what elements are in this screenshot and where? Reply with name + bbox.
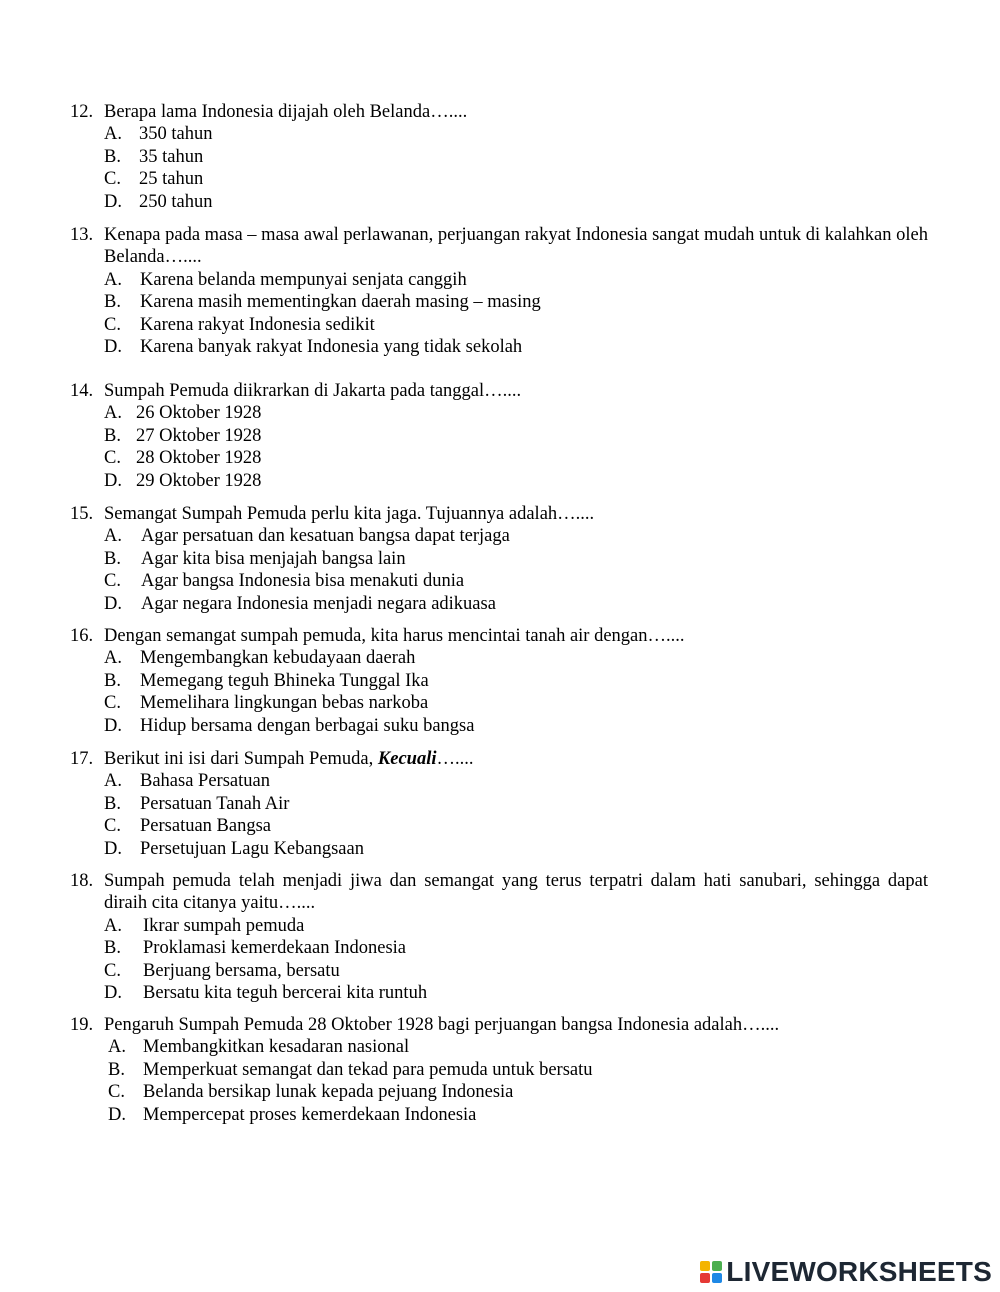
question-12 — [70, 101, 928, 213]
question-14 — [70, 380, 928, 492]
option-d[interactable] — [104, 715, 928, 737]
option-a[interactable] — [108, 1036, 928, 1058]
question-19 — [70, 1014, 928, 1126]
question-text: Pengaruh Sumpah Pemuda 28 Oktober 1928 bagi perjuangan bangsa Indonesia adalah….... — [104, 1015, 780, 1035]
question-18 — [70, 870, 928, 1004]
option-letter: D. — [104, 470, 122, 491]
option-text: Ikrar sumpah pemuda — [143, 915, 305, 936]
keyword-kecuali: Kecuali — [377, 749, 437, 769]
option-text: Karena banyak rakyat Indonesia yang tidak sekolah — [140, 337, 523, 358]
option-text: Persatuan Tanah Air — [140, 793, 290, 814]
option-letter: B. — [108, 1059, 125, 1080]
option-text: Persatuan Bangsa — [140, 816, 272, 837]
option-b[interactable] — [104, 146, 928, 168]
option-text: Proklamasi kemerdekaan Indonesia — [143, 938, 407, 959]
option-letter: D. — [108, 1104, 126, 1125]
option-letter: A. — [108, 1037, 126, 1058]
option-c[interactable] — [104, 314, 928, 336]
question-16 — [70, 625, 928, 737]
liveworksheets-logo-icon — [700, 1261, 722, 1283]
option-b[interactable] — [108, 1059, 928, 1081]
option-letter: B. — [104, 793, 121, 814]
option-d[interactable] — [104, 191, 928, 213]
logo-square-icon — [700, 1261, 710, 1271]
option-c[interactable] — [104, 570, 928, 592]
option-b[interactable] — [104, 425, 928, 447]
option-text: 29 Oktober 1928 — [136, 470, 262, 491]
option-c[interactable] — [104, 168, 928, 190]
option-text: 25 tahun — [139, 169, 204, 190]
question-number: 17. — [70, 749, 94, 769]
option-letter: A. — [104, 915, 122, 936]
option-text: Memelihara lingkungan bebas narkoba — [140, 693, 429, 714]
option-b[interactable] — [104, 937, 928, 959]
option-text: Karena belanda mempunyai senjata canggih — [140, 269, 467, 290]
option-d[interactable] — [108, 1104, 928, 1126]
liveworksheets-logo — [700, 1256, 992, 1288]
option-b[interactable] — [104, 793, 928, 815]
question-number: 12. — [70, 102, 94, 122]
option-letter: D. — [104, 191, 122, 212]
option-letter: C. — [104, 169, 121, 190]
option-letter: D. — [104, 983, 122, 1004]
option-d[interactable] — [104, 336, 928, 358]
option-text: Mempercepat proses kemerdekaan Indonesia — [143, 1104, 477, 1125]
option-text: Hidup bersama dengan berbagai suku bangsa — [140, 715, 475, 736]
option-text: Memegang teguh Bhineka Tunggal Ika — [140, 670, 429, 691]
option-letter: B. — [104, 938, 121, 959]
option-letter: C. — [104, 571, 121, 592]
option-text: Karena masih mementingkan daerah masing – masing — [140, 292, 541, 313]
option-c[interactable] — [104, 692, 928, 714]
option-text: Agar kita bisa menjajah bangsa lain — [141, 548, 406, 569]
option-letter: A. — [104, 124, 122, 145]
option-a[interactable] — [104, 770, 928, 792]
option-d[interactable] — [104, 470, 928, 492]
option-letter: B. — [104, 670, 121, 691]
option-letter: B. — [104, 292, 121, 313]
option-d[interactable] — [104, 593, 928, 615]
option-letter: B. — [104, 425, 121, 446]
option-letter: A. — [104, 648, 122, 669]
option-a[interactable] — [104, 647, 928, 669]
question-17 — [70, 748, 928, 860]
option-text: 26 Oktober 1928 — [136, 403, 262, 424]
option-letter: C. — [108, 1082, 125, 1103]
option-c[interactable] — [104, 815, 928, 837]
question-13 — [70, 224, 928, 358]
option-text: 250 tahun — [139, 191, 213, 212]
question-text — [104, 748, 928, 770]
option-letter: D. — [104, 715, 122, 736]
question-text: Semangat Sumpah Pemuda perlu kita jaga. Tujuannya adalah….... — [104, 504, 595, 524]
question-text: Kenapa pada masa – masa awal perlawanan, perjuangan rakyat Indonesia sangat mudah untuk di kalahkan oleh Belanda….... — [104, 225, 928, 268]
question-text: Sumpah Pemuda diikrarkan di Jakarta pada tanggal….... — [104, 381, 522, 401]
option-b[interactable] — [104, 548, 928, 570]
option-letter: A. — [104, 771, 122, 792]
logo-square-icon — [700, 1273, 710, 1283]
option-letter: C. — [104, 693, 121, 714]
option-letter: C. — [104, 960, 121, 981]
option-letter: B. — [104, 146, 121, 167]
option-letter: C. — [104, 314, 121, 335]
option-text: Berjuang bersama, bersatu — [143, 960, 340, 981]
option-b[interactable] — [104, 670, 928, 692]
option-c[interactable] — [104, 960, 928, 982]
question-number: 15. — [70, 504, 94, 524]
option-text: Bahasa Persatuan — [140, 771, 270, 792]
option-letter: A. — [104, 526, 122, 547]
option-text: 27 Oktober 1928 — [136, 425, 262, 446]
option-text: 350 tahun — [139, 124, 213, 145]
logo-square-icon — [712, 1273, 722, 1283]
question-number: 19. — [70, 1015, 94, 1035]
option-text: Membangkitkan kesadaran nasional — [143, 1037, 410, 1058]
option-c[interactable] — [108, 1081, 928, 1103]
option-a[interactable] — [104, 123, 928, 145]
question-15 — [70, 503, 928, 615]
option-letter: B. — [104, 548, 121, 569]
option-text: Mengembangkan kebudayaan daerah — [140, 648, 416, 669]
logo-square-icon — [712, 1261, 722, 1271]
question-text-after: ….... — [436, 749, 474, 769]
option-text: Karena rakyat Indonesia sedikit — [140, 314, 375, 335]
option-letter: A. — [104, 269, 122, 290]
question-text: Sumpah pemuda telah menjadi jiwa dan semangat yang terus terpatri dalam hati sanubari, sehingga dapat diraih cita citanya yaitu….... — [104, 871, 928, 914]
option-letter: A. — [104, 403, 122, 424]
option-letter: C. — [104, 816, 121, 837]
option-a[interactable] — [104, 915, 928, 937]
option-text: 35 tahun — [139, 146, 204, 167]
option-text: 28 Oktober 1928 — [136, 448, 262, 469]
option-a[interactable] — [104, 525, 928, 547]
option-d[interactable] — [104, 982, 928, 1004]
logo-text: LIVEWORKSHEETS — [726, 1255, 992, 1287]
option-letter: C. — [104, 448, 121, 469]
question-text: Berapa lama Indonesia dijajah oleh Belanda….... — [104, 102, 468, 122]
question-number: 13. — [70, 225, 94, 245]
option-text: Agar persatuan dan kesatuan bangsa dapat terjaga — [141, 526, 510, 547]
question-text-before: Berikut ini isi dari Sumpah Pemuda, — [104, 749, 378, 769]
question-number: 16. — [70, 626, 94, 646]
option-a[interactable] — [104, 269, 928, 291]
option-c[interactable] — [104, 447, 928, 469]
option-a[interactable] — [104, 402, 928, 424]
option-b[interactable] — [104, 291, 928, 313]
option-d[interactable] — [104, 838, 928, 860]
option-text: Persetujuan Lagu Kebangsaan — [140, 838, 364, 859]
option-text: Belanda bersikap lunak kepada pejuang Indonesia — [143, 1082, 514, 1103]
option-text: Agar negara Indonesia menjadi negara adikuasa — [141, 593, 496, 614]
option-letter: D. — [104, 838, 122, 859]
option-letter: D. — [104, 593, 122, 614]
question-text: Dengan semangat sumpah pemuda, kita harus mencintai tanah air dengan….... — [104, 626, 685, 646]
question-number: 14. — [70, 381, 94, 401]
option-text: Agar bangsa Indonesia bisa menakuti dunia — [141, 571, 465, 592]
option-text: Bersatu kita teguh bercerai kita runtuh — [143, 983, 428, 1004]
option-letter: D. — [104, 337, 122, 358]
option-text: Memperkuat semangat dan tekad para pemuda untuk bersatu — [143, 1059, 593, 1080]
question-number: 18. — [70, 871, 94, 891]
